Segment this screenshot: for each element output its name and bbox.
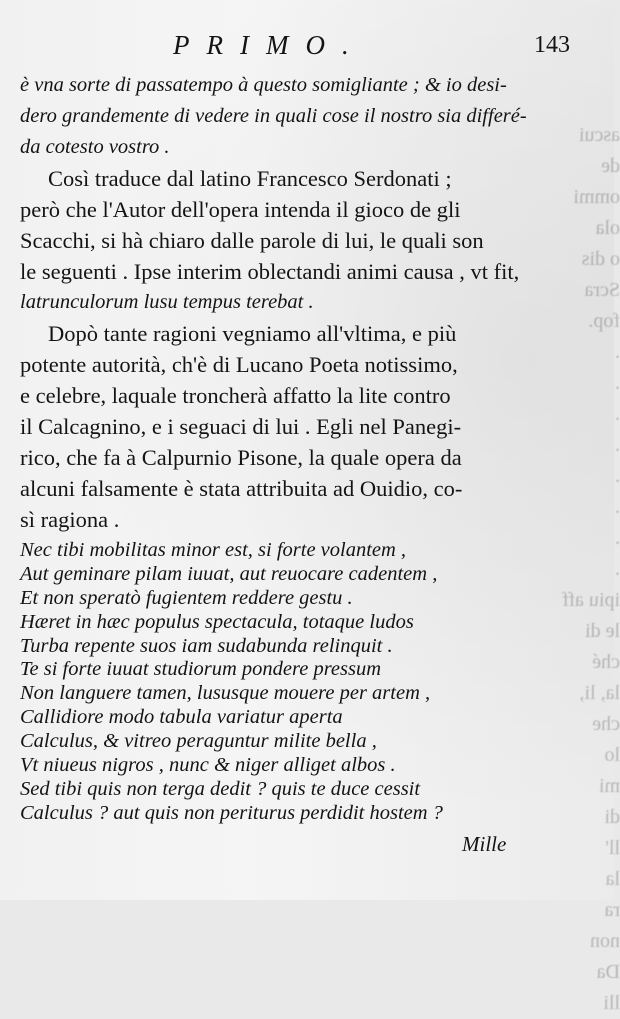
text-line: però che l'Autor dell'opera intenda il gioco de gli [20, 197, 461, 222]
verse-line: Aut geminare pilam iuuat, aut reuocare cadentem , [20, 562, 438, 585]
paragraph [20, 163, 580, 318]
catchword: Mille [462, 832, 507, 856]
verse-line: Turba repente suos iam sudabunda relinquit . [20, 634, 393, 657]
verse-quotation [20, 539, 580, 826]
text-line: da cotesto vostro . [20, 136, 170, 158]
verse-line: Sed tibi quis non terga dedit ? quis te duce cessit [20, 777, 421, 800]
text-line: il Calcagnino, e i seguaci di lui . Egli nel Panegi- [20, 414, 462, 439]
verse-line: Non languere tamen, lususque mouere per artem , [20, 682, 431, 705]
text-body [20, 70, 580, 826]
page-header [0, 30, 614, 60]
text-line: potente autorità, ch'è di Lucano Poeta notissimo, [20, 352, 458, 377]
verse-line: Te si forte iuuat studiorum pondere pressum [20, 658, 382, 681]
show-through-text: ascui de ommi ola o dis Scra fop. . . . . . . . . ipiu aff le di ché la, li, che lo mi di ll' la ra non Da lli [562, 124, 620, 1014]
verse-line: Nec tibi mobilitas minor est, si forte volantem , [20, 539, 407, 561]
verse-line: Vt niueus nigros , nunc & niger alliget albos . [20, 754, 396, 777]
paragraph [20, 70, 580, 163]
text-line: Così traduce dal latino Francesco Serdonati ; [48, 166, 452, 191]
prose-paragraphs [20, 70, 580, 535]
page-number: 143 [534, 32, 570, 58]
text-line: dero grandemente di vedere in quali cose il nostro sia differé- [20, 105, 527, 127]
paragraph [20, 318, 580, 535]
text-line: Dopò tante ragioni vegniamo all'vltima, e più [48, 321, 457, 346]
text-line: le seguenti . Ipse interim oblectandi animi causa , vt fit, [20, 259, 520, 284]
running-head: PRIMO. [173, 30, 366, 60]
text-line: Scacchi, si hà chiaro dalle parole di lui, le quali son [20, 228, 484, 253]
text-line: latrunculorum lusu tempus terebat . [20, 291, 314, 313]
verse-line: Hæret in hæc populus spectacula, totaque ludos [20, 610, 414, 633]
text-line: alcuni falsamente è stata attribuita ad Ouidio, co- [20, 476, 463, 501]
text-line: è vna sorte di passatempo à questo somigliante ; & io desi- [20, 74, 507, 96]
text-line: rico, che fa à Calpurnio Pisone, la quale opera da [20, 445, 462, 470]
verse-line: Calculus, & vitreo peraguntur milite bella , [20, 730, 377, 753]
text-line: sì ragiona . [20, 507, 120, 532]
verse-line: Callidiore modo tabula variatur aperta [20, 706, 343, 729]
verse-line: Et non speratò fugientem reddere gestu . [20, 586, 353, 609]
text-line: e celebre, laquale troncherà affatto la lite contro [20, 383, 451, 408]
verse-line: Calculus ? aut quis non periturus perdidit hostem ? [20, 801, 443, 824]
